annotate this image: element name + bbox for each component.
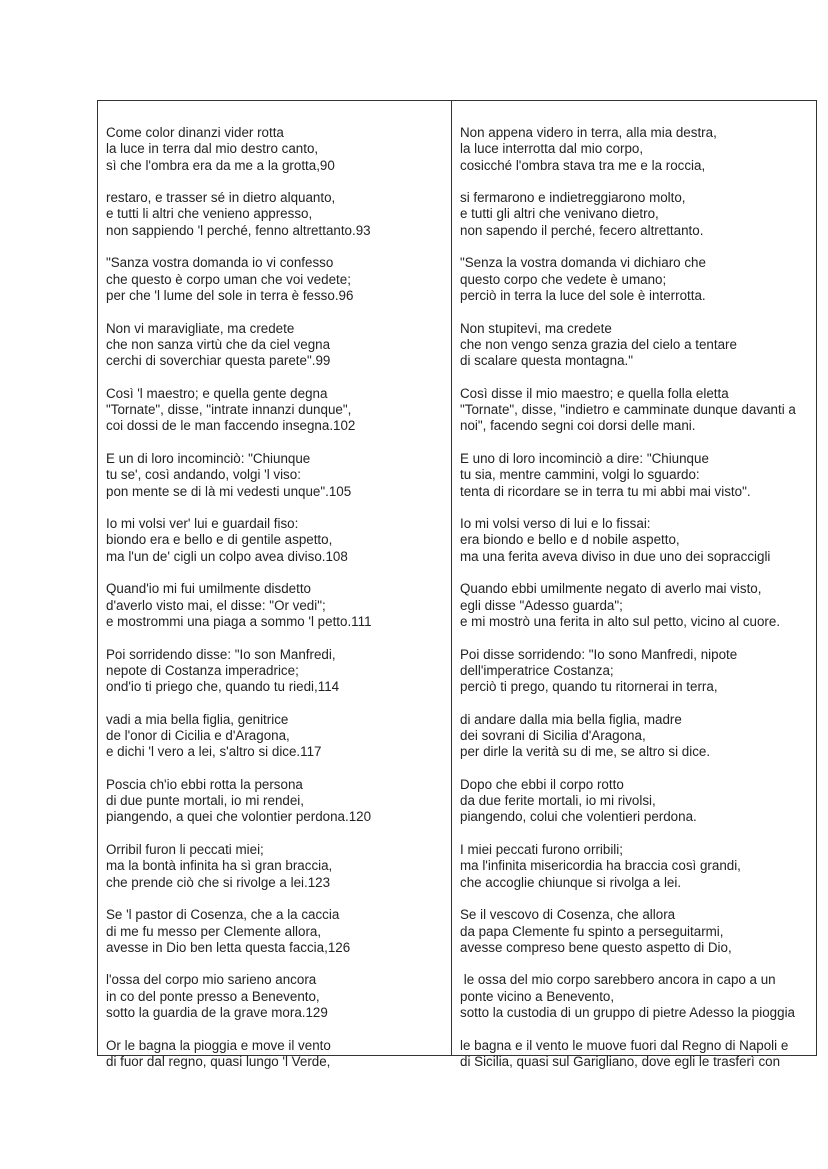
verse-line: vadi a mia bella figlia, genitrice (106, 711, 289, 727)
verse-line: de l'onor di Cicilia e d'Aragona, (106, 727, 290, 743)
verse-line: tu se', così andando, volgi 'l viso: (106, 467, 301, 483)
verse-line: dell'imperatrice Costanza; (460, 662, 614, 678)
parallel-text-table (97, 100, 817, 1069)
verse-line: che accoglie chiunque si rivolga a lei. (460, 874, 682, 890)
stanza (460, 255, 816, 304)
stanza (106, 842, 451, 891)
verse-line: di Sicilia, quasi sul Garigliano, dove egli le trasferì con (460, 1053, 781, 1069)
verse-line: per che 'l lume del sole in terra è fesso.96 (106, 287, 354, 303)
stanza (460, 451, 816, 500)
verse-line: non sappiendo 'l perché, fenno altrettanto.93 (106, 222, 371, 238)
stanza (460, 647, 816, 696)
verse-line: e mostrommi una piaga a sommo 'l petto.111 (106, 613, 372, 629)
verse-line: di fuor dal regno, quasi lungo 'l Verde, (106, 1053, 331, 1069)
verse-line: avesse compreso bene questo aspetto di Dio, (460, 939, 732, 955)
verse-line: biondo era e bello e di gentile aspetto, (106, 532, 333, 548)
verse-line: per dirle la verità su di me, se altro si dice. (460, 744, 711, 760)
verse-line: noi", facendo segni coi dorsi delle mani. (460, 418, 696, 434)
stanza (106, 255, 451, 304)
verse-line: ma la bontà infinita ha sì gran braccia, (106, 858, 333, 874)
verse-line: e tutti li altri che venieno appresso, (106, 206, 313, 222)
verse-line: Come color dinanzi vider rotta (106, 125, 284, 140)
verse-line: ma l'un de' cigli un colpo avea diviso.108 (106, 548, 348, 564)
verse-line: Quand'io mi fui umilmente disdetto (106, 581, 312, 597)
verse-line: si fermarono e indietreggiarono molto, (460, 190, 686, 206)
verse-line: che non vengo senza grazia del cielo a tentare (460, 336, 737, 352)
verse-line: dei sovrani di Sicilia d'Aragona, (460, 727, 646, 743)
stanza (460, 125, 816, 174)
verse-line: Non vi maravigliate, ma credete (106, 320, 295, 336)
verse-line: ponte vicino a Benevento, (460, 988, 615, 1004)
verse-line: Poscia ch'io ebbi rotta la persona (106, 776, 303, 792)
verse-line: pon mente se di là mi vedesti unque".105 (106, 483, 352, 499)
stanza (460, 907, 816, 956)
verse-line: Non appena videro in terra, alla mia destra, (460, 125, 717, 140)
verse-line: che non sanza virtù che da ciel vegna (106, 336, 331, 352)
stanza (460, 386, 816, 435)
verse-line: da due ferite mortali, io mi rivolsi, (460, 793, 656, 809)
stanza (106, 907, 451, 956)
verse-line: sotto la guardia de la grave mora.129 (106, 1005, 328, 1021)
verse-line: Non stupitevi, ma credete (460, 320, 612, 336)
verse-line: sotto la custodia di un gruppo di pietre Adesso la pioggia (460, 1005, 795, 1021)
stanza (106, 321, 451, 370)
verse-line: I miei peccati furono orribili; (460, 842, 623, 858)
verse-line: Or le bagna la pioggia e move il vento (106, 1037, 331, 1053)
verse-line: di scalare questa montagna." (460, 353, 633, 369)
verse-line: "Senza la vostra domanda vi dichiaro che (460, 255, 706, 271)
verse-line: sì che l'ombra era da me a la grotta,90 (106, 157, 335, 173)
verse-line: che prende ciò che si rivolge a lei.123 (106, 874, 331, 890)
verse-line: cosicché l'ombra stava tra me e la roccia, (460, 157, 706, 173)
stanza (460, 581, 816, 630)
verse-line: perciò ti prego, quando tu ritornerai in terra, (460, 679, 718, 695)
stanza (106, 451, 451, 500)
verse-line: Se 'l pastor di Cosenza, che a la caccia (106, 907, 340, 923)
stanza (106, 1038, 451, 1071)
verse-line: la luce in terra dal mio destro canto, (106, 141, 319, 157)
verse-line: l'ossa del corpo mio sarieno ancora (106, 972, 317, 988)
stanza (106, 516, 451, 565)
stanza (106, 386, 451, 435)
verse-line: di due punte mortali, io mi rendei, (106, 793, 304, 809)
verse-line: tenta di ricordare se in terra tu mi abbi mai visto". (460, 483, 751, 499)
verse-line: perciò in terra la luce del sole è interrotta. (460, 287, 706, 303)
verse-line: era biondo e bello e d nobile aspetto, (460, 532, 680, 548)
verse-line: "Tornate", disse, "indietro e camminate dunque davanti a (460, 402, 796, 418)
verse-line: d'averlo visto mai, el disse: "Or vedi"; (106, 597, 326, 613)
verse-line: la luce interrotta dal mio corpo, (460, 141, 644, 157)
verse-line: di me fu messo per Clemente allora, (106, 923, 322, 939)
verse-line: E un di loro incominciò: "Chiunque (106, 450, 311, 466)
verse-line: ond'io ti priego che, quando tu riedi,114 (106, 679, 340, 695)
verse-line: ma l'infinita misericordia ha braccia così grandi, (460, 858, 741, 874)
original-text-column (98, 101, 452, 1069)
verse-line: di andare dalla mia bella figlia, madre (460, 711, 682, 727)
verse-line: Io mi volsi verso di lui e lo fissai: (460, 516, 651, 532)
verse-line: che questo è corpo uman che voi vedete; (106, 271, 351, 287)
verse-line: avesse in Dio ben letta questa faccia,126 (106, 939, 351, 955)
verse-line: nepote di Costanza imperadrice; (106, 662, 299, 678)
stanza (106, 777, 451, 826)
verse-line: questo corpo che vedete è umano; (460, 271, 667, 287)
verse-line: coi dossi de le man faccendo insegna.102 (106, 418, 356, 434)
verse-line: E uno di loro incominciò a dire: "Chiunque (460, 450, 709, 466)
stanza (460, 842, 816, 891)
verse-line: e tutti gli altri che venivano dietro, (460, 206, 659, 222)
verse-line: cerchi di soverchiar questa parete".99 (106, 353, 331, 369)
stanza (460, 190, 816, 239)
stanza (460, 321, 816, 370)
verse-line: piangendo, a quei che volontier perdona.120 (106, 809, 372, 825)
verse-line: Quando ebbi umilmente negato di averlo mai visto, (460, 581, 762, 597)
stanza (106, 712, 451, 761)
verse-line: restaro, e trasser sé in dietro alquanto, (106, 190, 336, 206)
verse-line: ma una ferita aveva diviso in due uno dei sopraccigli (460, 548, 771, 564)
stanza (106, 581, 451, 630)
verse-line: Poi sorridendo disse: "Io son Manfredi, (106, 646, 336, 662)
verse-line: e mi mostrò una ferita in alto sul petto, vicino al cuore. (460, 613, 781, 629)
stanza (460, 1038, 816, 1071)
verse-line: non sapendo il perché, fecero altrettanto. (460, 222, 704, 238)
verse-line: Io mi volsi ver' lui e guardail fiso: (106, 516, 299, 532)
stanza (460, 712, 816, 761)
verse-line: e dichi 'l vero a lei, s'altro si dice.117 (106, 744, 322, 760)
stanza (106, 190, 451, 239)
verse-line: "Sanza vostra domanda io vi confesso (106, 255, 334, 271)
verse-line: le ossa del mio corpo sarebbero ancora in capo a un (460, 972, 776, 988)
stanza (106, 647, 451, 696)
verse-line: piangendo, colui che volentieri perdona. (460, 809, 697, 825)
verse-line: Orribil furon li peccati miei; (106, 842, 264, 858)
verse-line: Se il vescovo di Cosenza, che allora (460, 907, 676, 923)
stanza (106, 972, 451, 1021)
verse-line: in co del ponte presso a Benevento, (106, 988, 320, 1004)
verse-line: Così disse il mio maestro; e quella folla eletta (460, 385, 729, 401)
verse-line: tu sia, mentre cammini, volgi lo sguardo: (460, 467, 700, 483)
verse-line: da papa Clemente fu spinto a perseguitarmi, (460, 923, 724, 939)
verse-line: Poi disse sorridendo: "Io sono Manfredi, nipote (460, 646, 738, 662)
translation-column (452, 101, 816, 1069)
verse-line: le bagna e il vento le muove fuori dal Regno di Napoli e (460, 1037, 789, 1053)
stanza (106, 125, 451, 174)
verse-line: Dopo che ebbi il corpo rotto (460, 776, 624, 792)
stanza (460, 516, 816, 565)
stanza (460, 972, 816, 1021)
stanza (460, 777, 816, 826)
verse-line: "Tornate", disse, "intrate innanzi dunque", (106, 402, 352, 418)
verse-line: Così 'l maestro; e quella gente degna (106, 385, 328, 401)
verse-line: egli disse "Adesso guarda"; (460, 597, 623, 613)
